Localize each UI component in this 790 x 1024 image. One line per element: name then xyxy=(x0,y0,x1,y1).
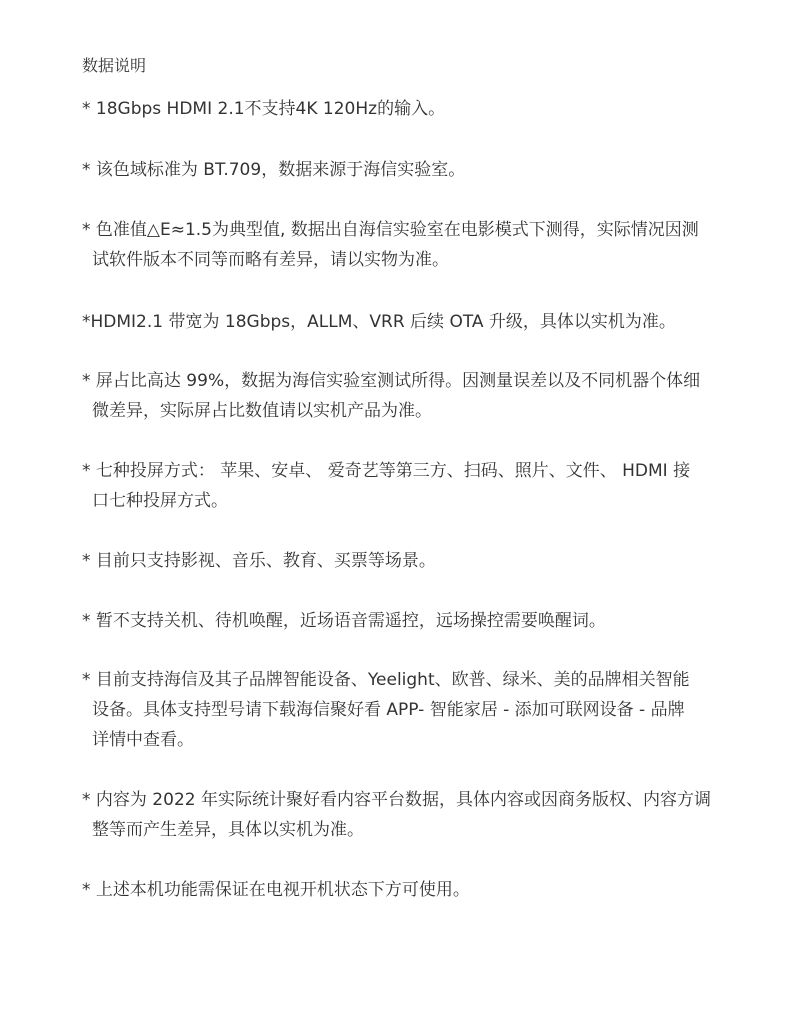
note-line: * 上述本机功能需保证在电视开机状态下方可使用。 xyxy=(82,880,470,900)
note-hdmi-input xyxy=(82,94,445,124)
note-line: * 目前支持海信及其子品牌智能设备、Yeelight、欧普、绿米、美的品牌相关智能 xyxy=(82,670,690,690)
note-screen-ratio xyxy=(82,366,700,426)
note-color-gamut xyxy=(82,155,465,185)
note-screen-casting xyxy=(82,456,690,516)
note-line: * 内容为 2022 年实际统计聚好看内容平台数据，具体内容或因商务版权、内容方调 xyxy=(82,790,711,810)
note-line: * 18Gbps HDMI 2.1不支持4K 120Hz的输入。 xyxy=(82,99,446,119)
note-line: 详情中查看。 xyxy=(92,730,194,750)
note-line: 整等而产生差异，具体以实机为准。 xyxy=(92,820,364,840)
note-line: * 该色域标准为 BT.709，数据来源于海信实验室。 xyxy=(82,160,466,180)
note-hdmi-bandwidth xyxy=(82,307,676,337)
note-line: * 屏占比高达 99%，数据为海信实验室测试所得。因测量误差以及不同机器个体细 xyxy=(82,371,701,391)
note-smart-devices xyxy=(82,665,690,755)
note-line: 微差异，实际屏占比数值请以实机产品为准。 xyxy=(92,401,432,421)
note-power-on xyxy=(82,875,470,905)
note-line: 试软件版本不同等而略有差异，请以实物为准。 xyxy=(92,250,449,270)
note-voice-control xyxy=(82,606,606,636)
note-content-data xyxy=(82,785,711,845)
note-color-accuracy xyxy=(82,215,699,275)
note-line: * 目前只支持影视、音乐、教育、买票等场景。 xyxy=(82,551,436,571)
note-line: 设备。具体支持型号请下载海信聚好看 APP- 智能家居 - 添加可联网设备 - 品牌 xyxy=(92,700,685,720)
note-line: 口七种投屏方式。 xyxy=(92,491,228,511)
note-line: * 七种投屏方式： 苹果、安卓、 爱奇艺等第三方、扫码、照片、文件、 HDMI 接 xyxy=(82,461,691,481)
note-line: * 暂不支持关机、待机唤醒，近场语音需遥控，远场操控需要唤醒词。 xyxy=(82,611,606,631)
note-line: * 色准值△E≈1.5为典型值, 数据出自海信实验室在电影模式下测得，实际情况因测 xyxy=(82,220,699,240)
note-line: *HDMI2.1 带宽为 18Gbps，ALLM、VRR 后续 OTA 升级，具体以实机为准。 xyxy=(82,312,676,332)
note-scenarios xyxy=(82,546,436,576)
page-title: 数据说明 xyxy=(82,56,147,75)
